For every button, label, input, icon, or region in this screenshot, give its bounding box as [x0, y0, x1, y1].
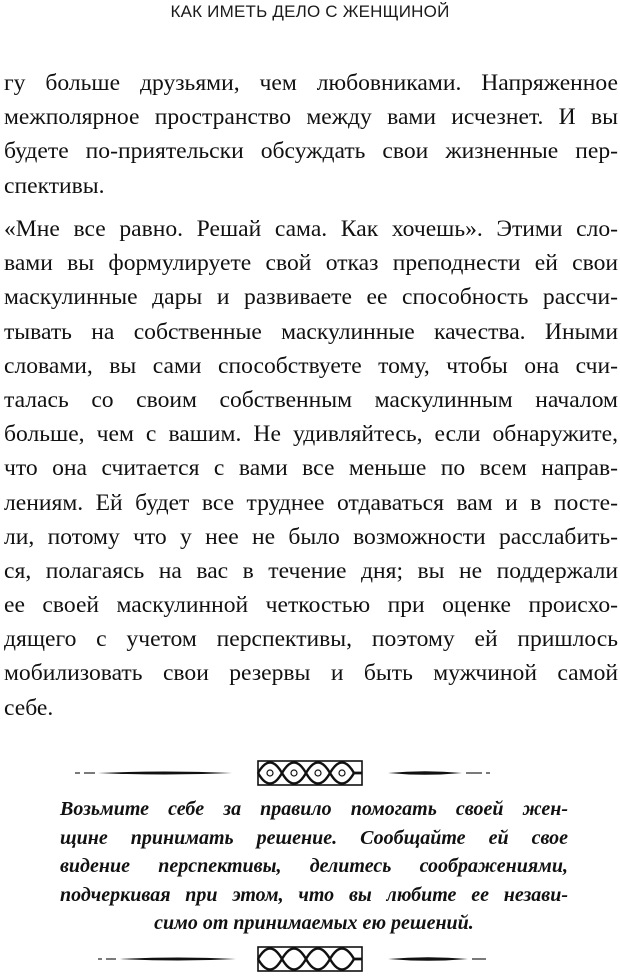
text-line: мобилизовать свои резервы и быть мужчиной самой	[4, 660, 618, 687]
ornament-divider-top	[0, 756, 620, 790]
text-line: гу больше друзьями, чем любовниками. Напряженное	[4, 70, 618, 96]
text-line: ее своей маскулинной четкостью при оценке происхо-	[4, 592, 618, 619]
text-line: будете по-приятельски обсуждать свои жизненные пер-	[4, 138, 618, 165]
left-rule	[75, 772, 232, 775]
right-rule	[388, 957, 486, 961]
paragraph-1	[4, 66, 618, 203]
paragraph-2	[4, 212, 618, 725]
callout-line: Возьмите себе за правило помогать своей жен-	[60, 798, 568, 820]
running-header: КАК ИМЕТЬ ДЕЛО С ЖЕНЩИНОЙ	[170, 2, 450, 21]
text-line: лениям. Ей будет все труднее отдаваться вам и в посте-	[4, 489, 618, 516]
text-line: дящего с учетом перспективы, поэтому ей пришлось	[4, 626, 618, 653]
text-line: вами вы формулируете свой отказ преподнести ей свои	[4, 250, 618, 277]
text-line: талась со своим собственным маскулинным началом	[4, 386, 618, 413]
callout-line: симо от принимаемых ею решений.	[154, 912, 474, 934]
right-rule	[388, 771, 490, 775]
celtic-knot-icon	[258, 761, 362, 785]
celtic-knot-icon	[258, 947, 362, 971]
text-line: ли, потому что у нее не было возможности расслабить-	[4, 523, 618, 550]
callout-line: щине принимать решение. Сообщайте ей свое	[60, 826, 568, 849]
text-line: тывать на собственные маскулинные качества. Иными	[4, 318, 618, 345]
text-line: межполярное пространство между вами исчезнет. И вы	[4, 104, 618, 131]
callout-line: видение перспективы, делитесь соображениями,	[60, 855, 568, 877]
text-line: больше, чем с вашим. Не удивляйтесь, если обнаружите,	[4, 421, 618, 448]
text-line: словами, вы сами способствуете тому, чтобы она счи-	[4, 352, 618, 379]
text-line: «Мне все равно. Решай сама. Как хочешь». Этими сло-	[4, 216, 618, 242]
text-line: себе.	[4, 694, 54, 721]
ornament-divider-bottom	[0, 942, 620, 976]
text-line: маскулинные дары и развиваете ее способность рассчи-	[4, 284, 618, 311]
callout-line: подчеркивая при этом, что вы любите ее незави-	[60, 883, 568, 906]
text-line: что она считается с вами все меньше по всем направ-	[4, 455, 618, 482]
left-rule	[98, 958, 236, 961]
text-line: ся, полагаясь на вас в течение дня; вы не поддержали	[4, 557, 618, 584]
callout-box	[60, 795, 568, 938]
text-line: спективы.	[4, 172, 105, 199]
